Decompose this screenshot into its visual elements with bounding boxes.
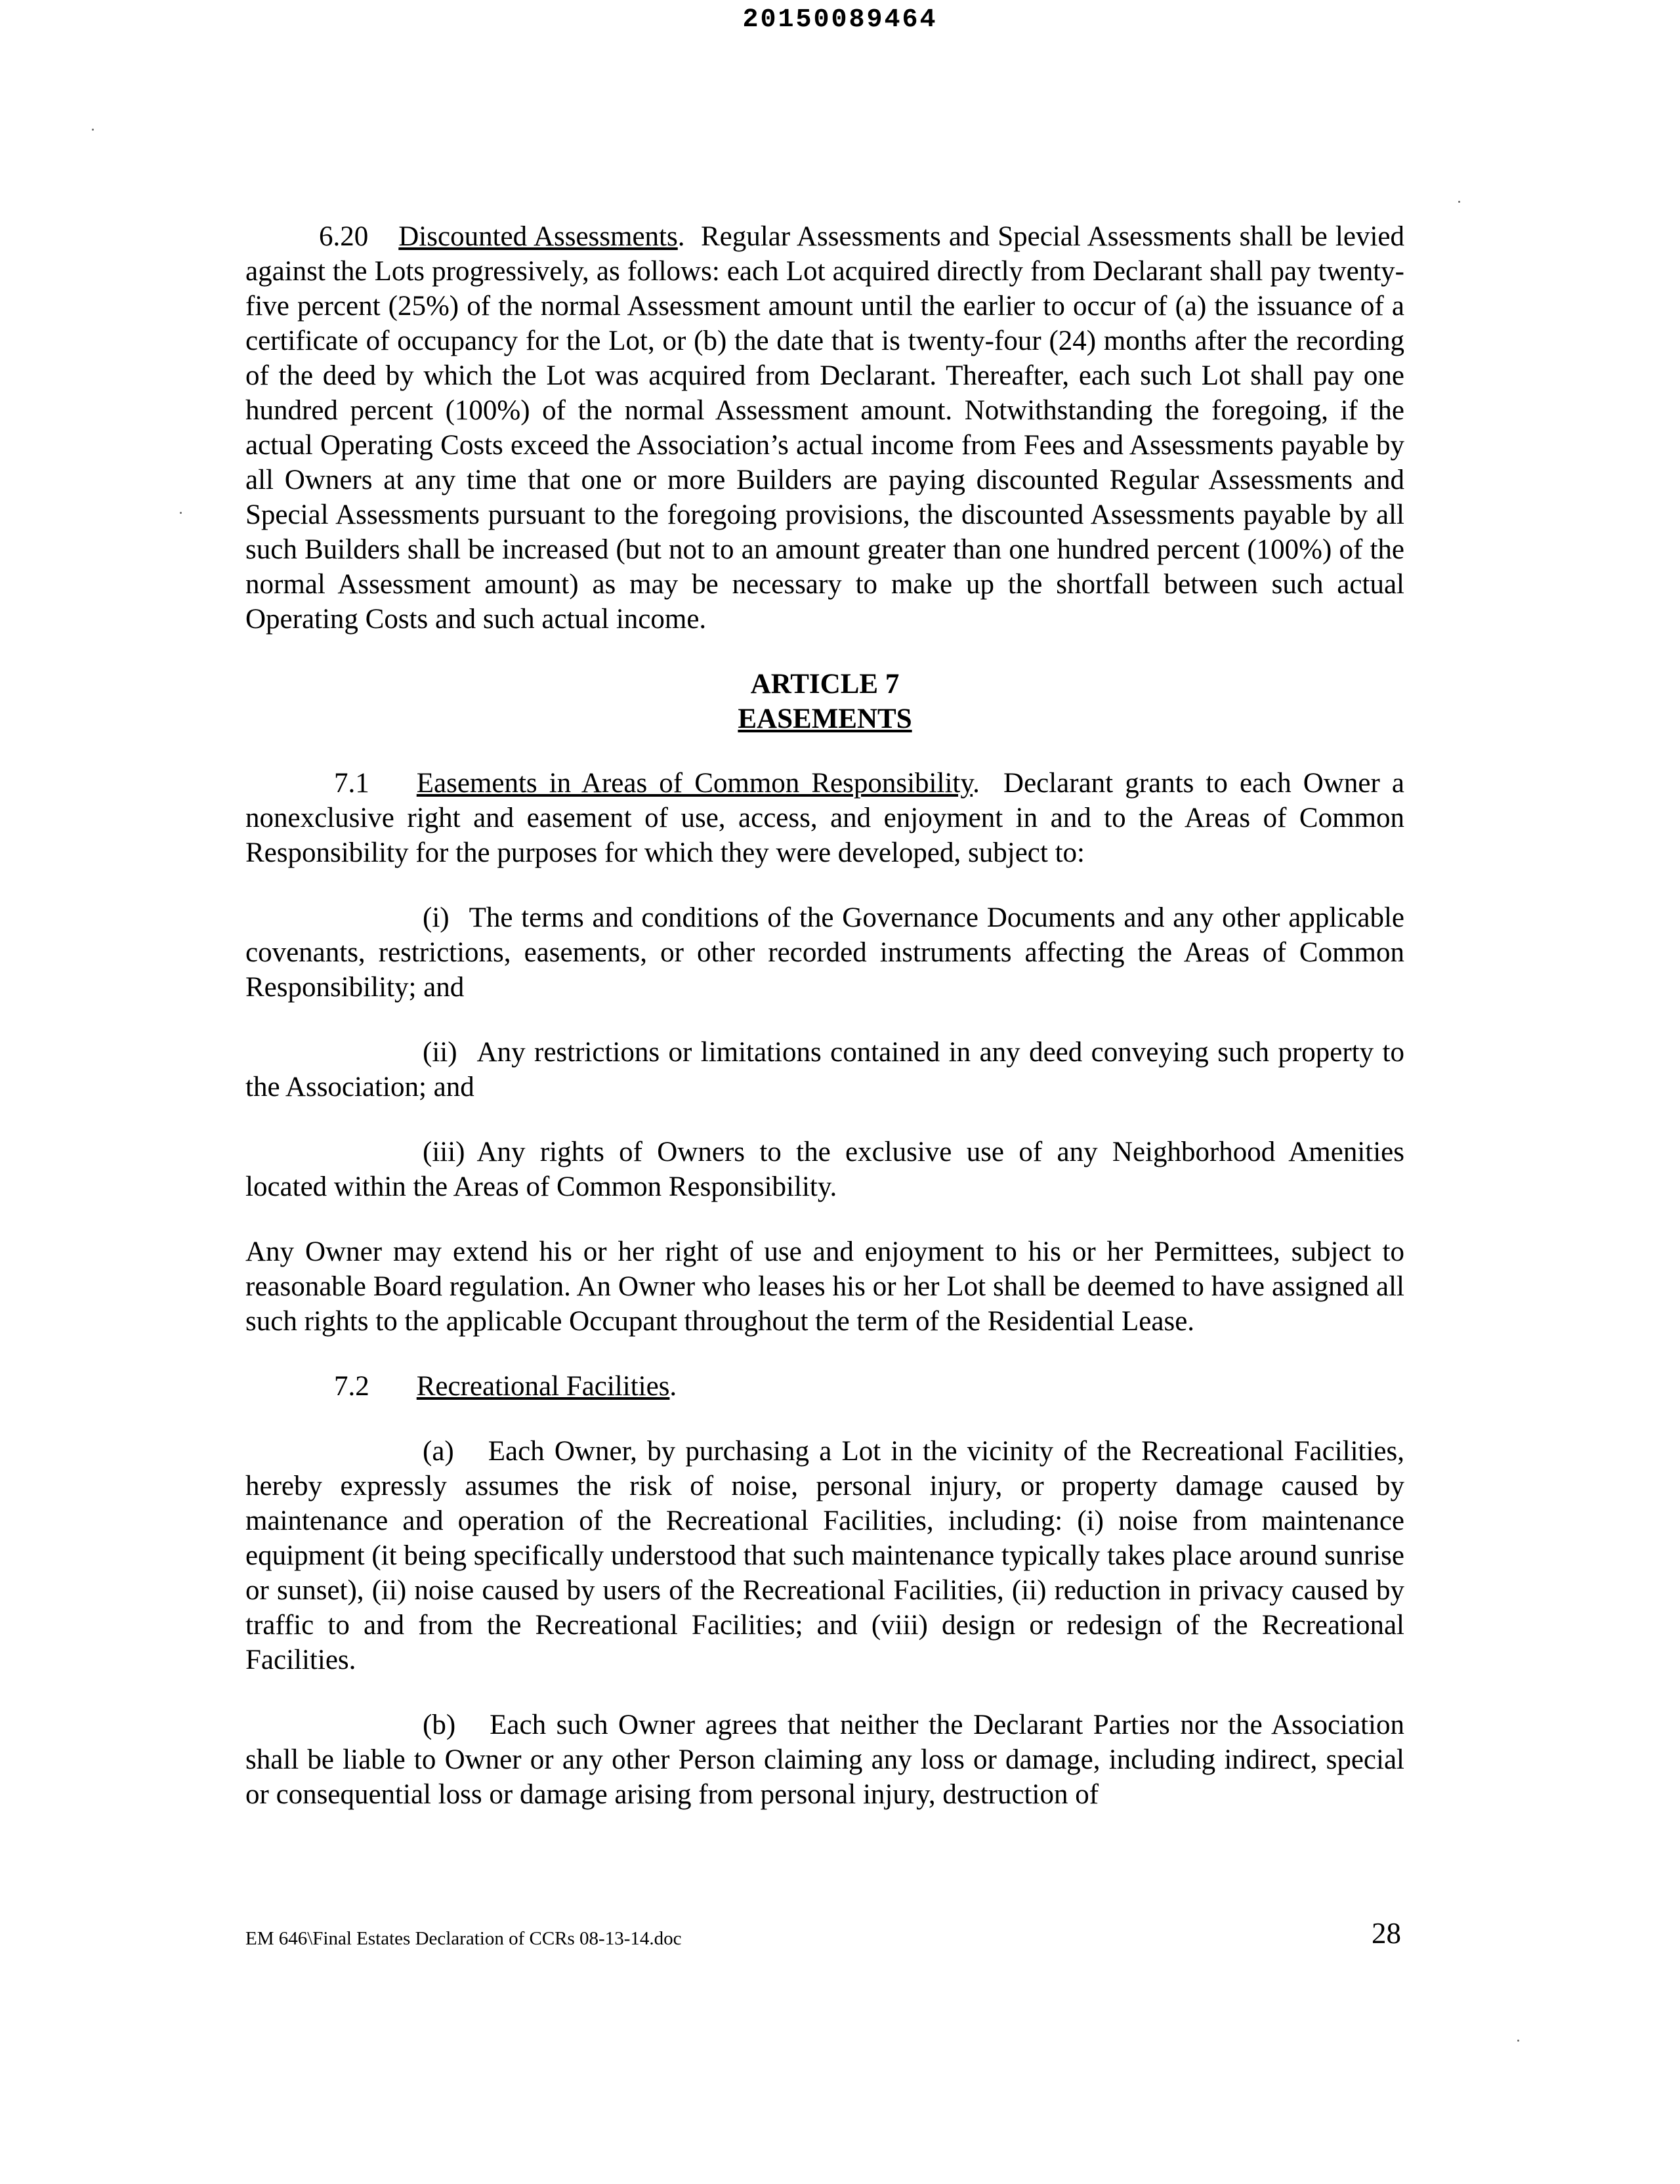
article-title: EASEMENTS [738,704,912,734]
section-6-20: 6.20 Discounted Assessments. Regular Assessments and Special Assessments shall be levied against the Lots progressively, as follows: each Lot acquired directly from Declarant shall pay twenty-five percent (25%) of the normal Assessment amount until the earlier to occur of (a) the issuance of a certificate of occupancy for the Lot, or (b) the date that is twenty-four (24) months after the recording of the deed by which the Lot was acquired from Declarant. Thereafter, each such Lot shall pay one hundred percent (100%) of the normal Assessment amount. Notwithstanding the foregoing, if the actual Operating Costs exceed the Association’s actual income from Fees and Assessments payable by all Owners at any time that one or more Builders are paying discounted Regular Assessments and Special Assessments pursuant to the foregoing provisions, the discounted Assessments payable by all such Builders shall be increased (but not to an amount greater than one hundred percent (100%) of the normal Assessment amount) as may be necessary to make up the shortfall between such actual Operating Costs and such actual income. [245,221,1404,635]
footer-file-reference: EM 646\Final Estates Declaration of CCRs 08-13-14.doc [245,1928,682,1949]
item-text: Any restrictions or limitations contained in any deed conveying such property to the Association; and [245,1037,1404,1102]
section-title: Discounted Assessments [398,221,678,252]
item-text: Each such Owner agrees that neither the Declarant Parties nor the Association shall be liable to Owner or any other Person claiming any loss or damage, including indirect, special or consequential loss or damage arising from personal injury, destruction of [245,1710,1404,1810]
item-label: (i) [423,902,450,933]
list-item [245,1035,1404,1104]
document-body [245,219,1404,1812]
scan-speck [180,512,182,514]
section-number: 7.2 [334,1371,369,1402]
section-number: 6.20 [319,221,369,252]
section-title: Easements in Areas of Common Responsibility [416,768,973,799]
section-7-2: 7.2 Recreational Facilities. [334,1371,677,1402]
item-label: (iii) [423,1137,465,1167]
item-label: (ii) [423,1037,457,1068]
page-number: 28 [1372,1917,1401,1950]
list-item [245,1434,1404,1677]
section-text: Declarant grants to each Owner a nonexclusive right and easement of use, access, and enjoyment in and to the Areas of Common Responsibility for the purposes for which they were developed, subject to: [245,768,1405,868]
section-closing: Any Owner may extend his or her right of use and enjoyment to his or her Permittees, subject to reasonable Board regulation. An Owner who leases his or her Lot shall be deemed to have assigned all such rights to the applicable Occupant throughout the term of the Residential Lease. [245,1236,1404,1337]
article-number: ARTICLE 7 [750,669,900,700]
scan-speck [1458,201,1460,203]
section-text: Regular Assessments and Special Assessments shall be levied against the Lots progressively, as follows: each Lot acquired directly from Declarant shall pay twenty-five percent (25%) of the normal Assessment amount until the earlier to occur of (a) the issuance of a certificate of occupancy for the Lot, or (b) the date that is twenty-four (24) months after the recording of the deed by which the Lot was acquired from Declarant. Thereafter, each such Lot shall pay one hundred percent (100%) of the normal Assessment amount. Notwithstanding the foregoing, if the actual Operating Costs exceed the Association’s actual income from Fees and Assessments payable by all Owners at any time that one or more Builders are paying discounted Regular Assessments and Special Assessments pursuant to the foregoing provisions, the discounted Assessments payable by all such Builders shall be increased (but not to an amount greater than one hundred percent (100%) of the normal Assessment amount) as may be necessary to make up the shortfall between such actual Operating Costs and such actual income. [245,221,1404,635]
list-item [245,900,1404,1005]
item-text: Any rights of Owners to the exclusive use of any Neighborhood Amenities located within the Areas of Common Responsibility. [245,1137,1404,1202]
list-item [245,1135,1404,1204]
section-title: Recreational Facilities [416,1371,670,1402]
list-item [245,1708,1404,1812]
document-number: 20150089464 [742,5,938,35]
scan-speck [1517,2040,1519,2042]
section-number: 7.1 [334,768,369,799]
item-label: (b) [423,1710,456,1740]
scan-speck [92,129,94,131]
section-7-1: 7.1 Easements in Areas of Common Responsibility. Declarant grants to each Owner a nonexclusive right and easement of use, access, and enjoyment in and to the Areas of Common Responsibility for the purposes for which they were developed, subject to: [245,768,1405,868]
item-text: Each Owner, by purchasing a Lot in the vicinity of the Recreational Facilities, hereby expressly assumes the risk of noise, personal injury, or property damage caused by maintenance and operation of the Recreational Facilities, including: (i) noise from maintenance equipment (it being specifically understood that such maintenance typically takes place around sunrise or sunset), (ii) noise caused by users of the Recreational Facilities, (ii) reduction in privacy caused by traffic to and from the Recreational Facilities; and (viii) design or redesign of the Recreational Facilities. [245,1436,1404,1675]
item-text: The terms and conditions of the Governance Documents and any other applicable covenants, restrictions, easements, or other recorded instruments affecting the Areas of Common Responsibility; and [245,902,1404,1003]
item-label: (a) [423,1436,454,1467]
article-heading [245,667,1404,736]
